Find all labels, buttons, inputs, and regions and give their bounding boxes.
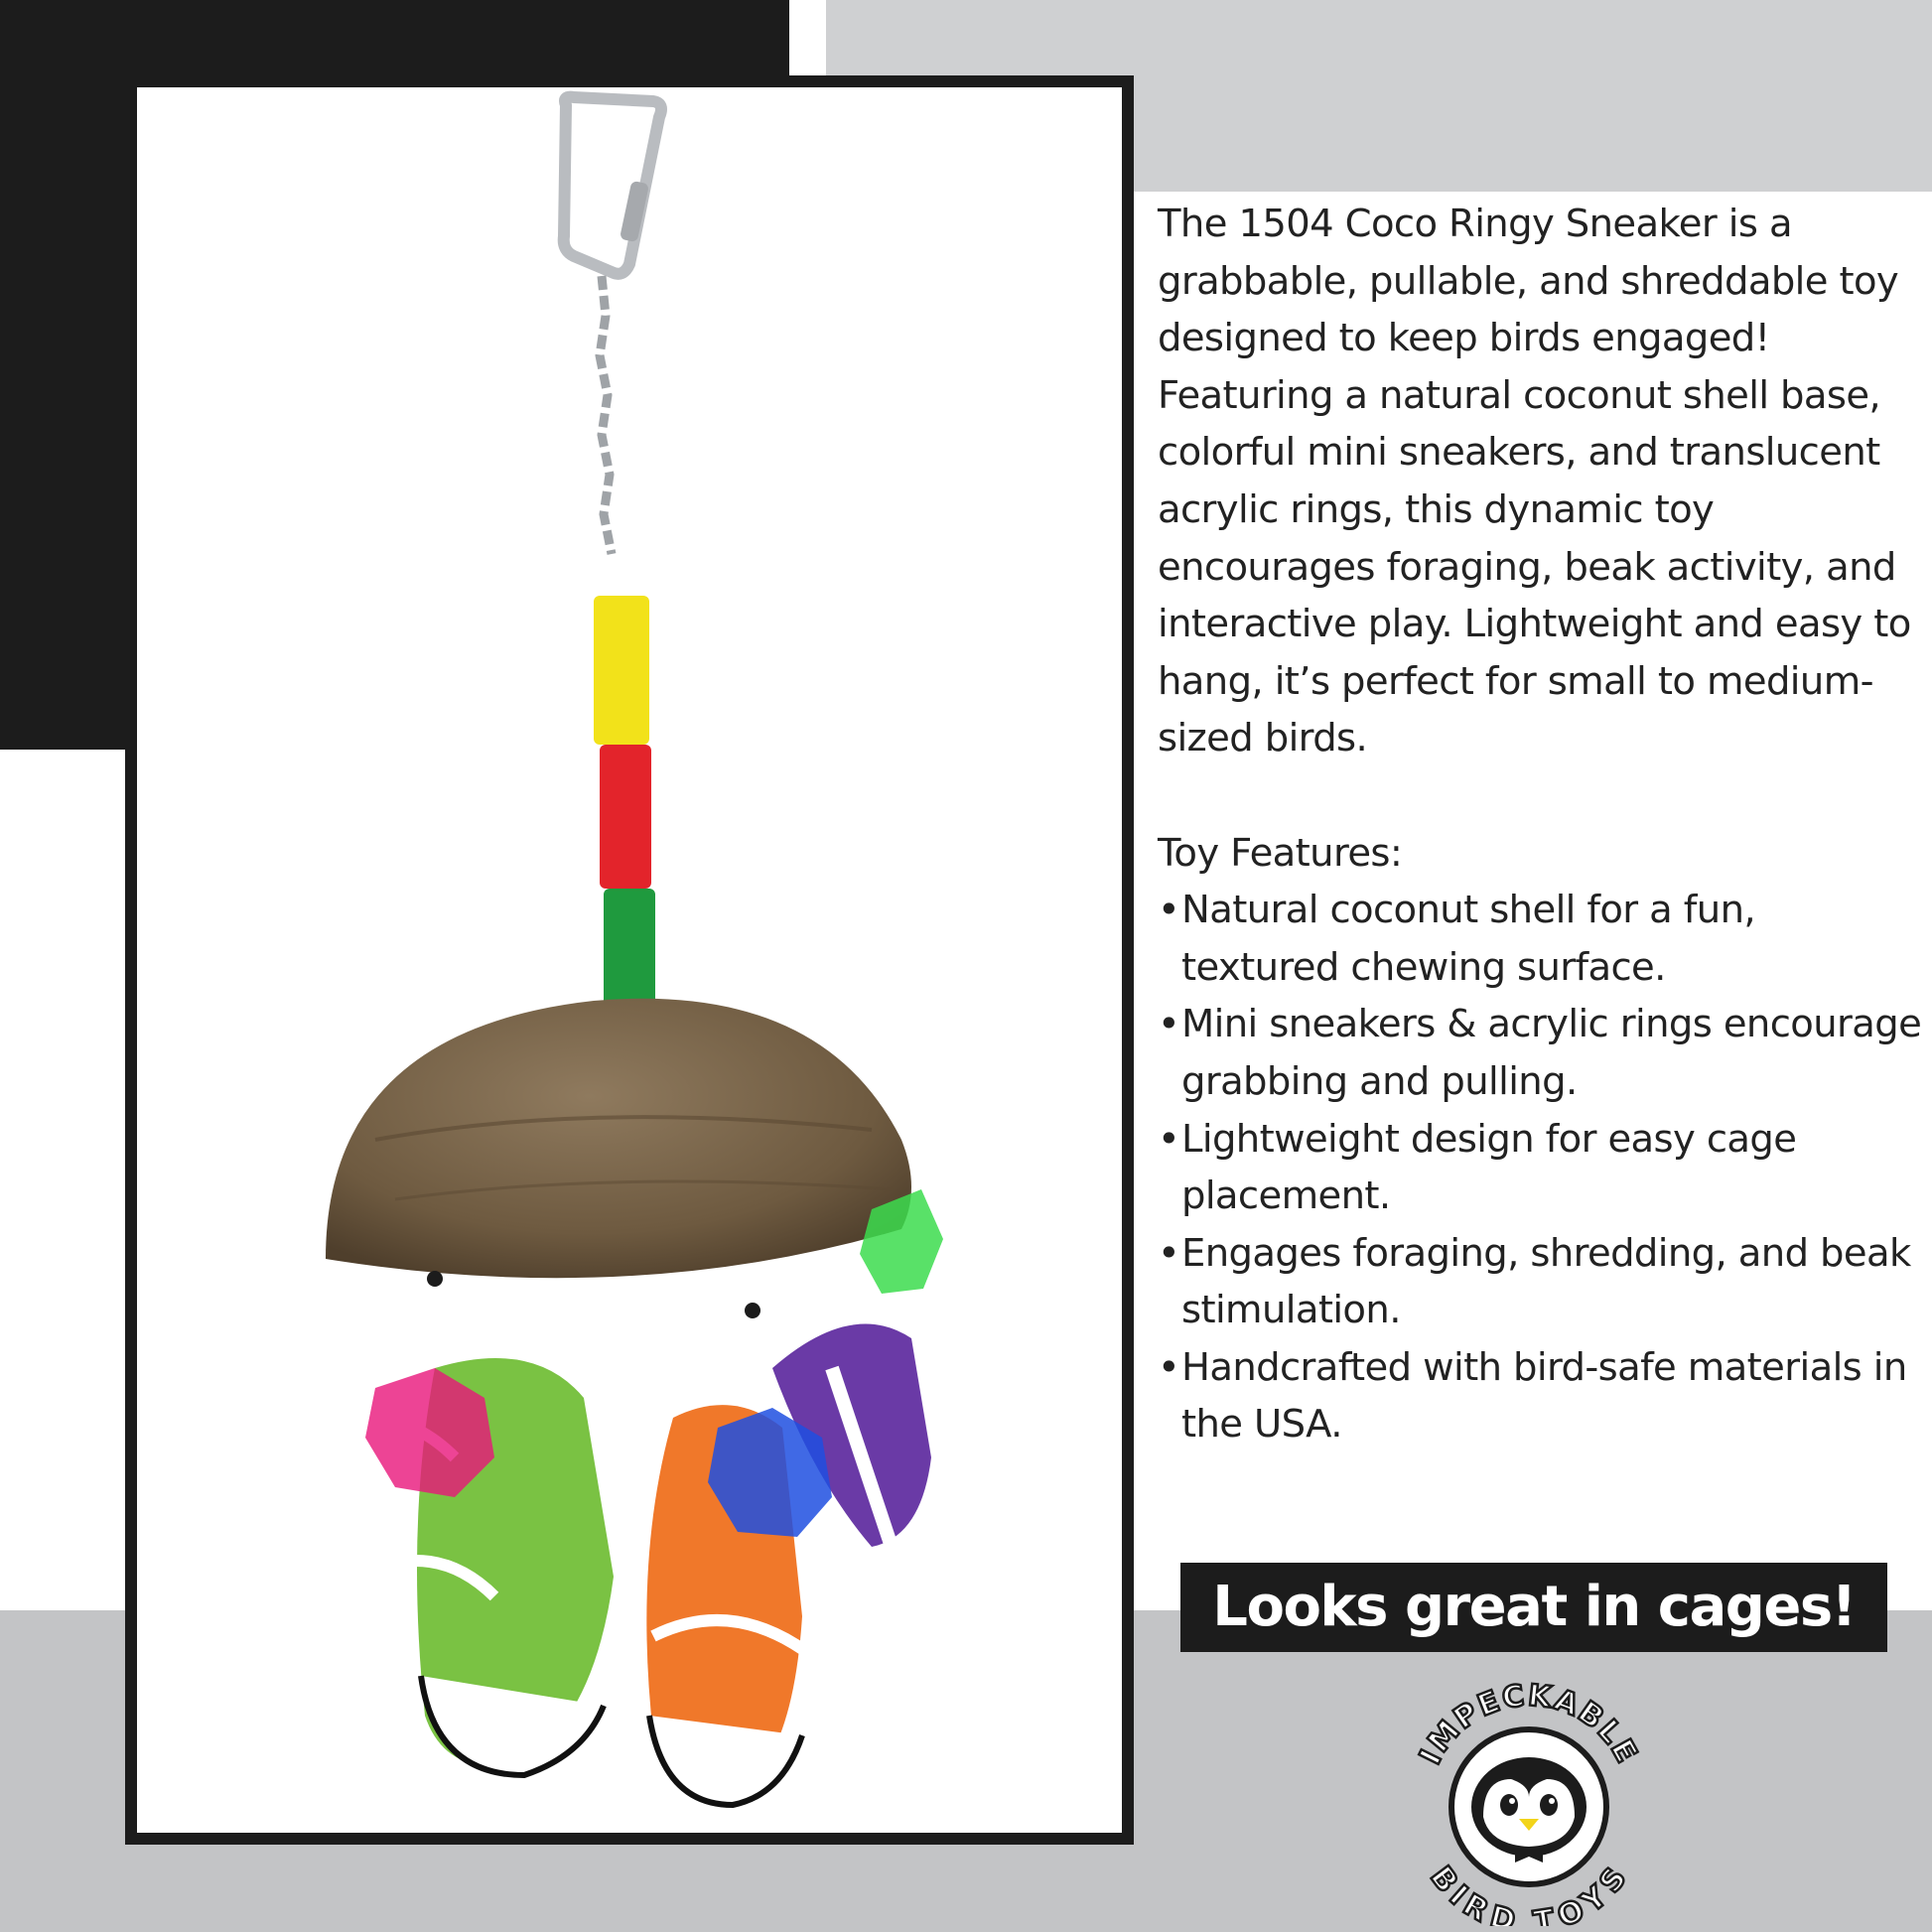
brand-logo [1400, 1668, 1658, 1926]
bird-toy-illustration [137, 87, 1122, 1833]
bullet-icon: • [1158, 1002, 1180, 1047]
banner-looks-great: Looks great in cages! [1180, 1563, 1887, 1652]
product-photo [125, 75, 1134, 1845]
yellow-bead [594, 596, 649, 745]
feature-text: Lightweight design for easy cage placement. [1181, 1116, 1797, 1219]
logo-top-text: IMPECKABLE [1413, 1678, 1645, 1771]
red-bead [600, 745, 651, 889]
bullet-icon: • [1158, 1344, 1180, 1390]
logo-bottom-text: BIRD TOYS [1423, 1860, 1635, 1926]
feature-text: Engages foraging, shredding, and beak stimulation. [1181, 1230, 1911, 1333]
bullet-icon: • [1158, 888, 1180, 933]
feature-text: Natural coconut shell for a fun, textured chewing surface. [1181, 888, 1756, 990]
feature-text: Handcrafted with bird-safe materials in the USA. [1181, 1344, 1907, 1448]
feature-item [1158, 996, 1922, 1110]
feature-item [1158, 1111, 1922, 1225]
features-title: Toy Features: [1158, 830, 1403, 876]
bullet-icon: • [1158, 1116, 1180, 1162]
feature-item [1158, 1225, 1922, 1339]
product-description-panel [1158, 196, 1922, 1453]
chain-icon [600, 276, 612, 554]
feature-item [1158, 882, 1922, 996]
feature-text: Mini sneakers & acrylic rings encourage grabbing and pulling. [1181, 1002, 1922, 1104]
feature-item [1158, 1339, 1922, 1453]
bullet-icon: • [1158, 1230, 1180, 1276]
coconut-shell [326, 999, 911, 1278]
description-text: The 1504 Coco Ringy Sneaker is a grabbable, pullable, and shreddable toy designed to keep birds engaged! Featuring a natural coconut shell base, colorful mini sneakers, and translucent acrylic rings, this dynamic toy encourages foraging, beak activity, and interactive play. Lightweight and easy to hang, it’s perfect for small to medium-sized birds. [1158, 202, 1911, 761]
